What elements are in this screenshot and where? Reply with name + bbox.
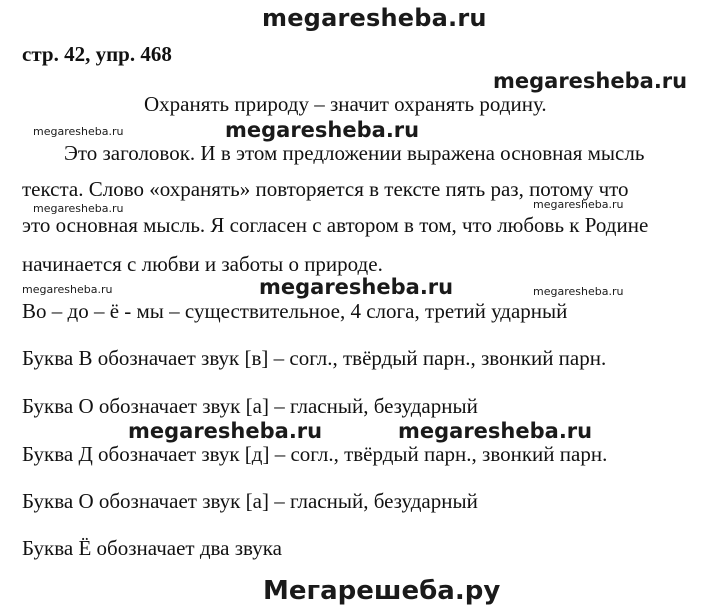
exercise-header: стр. 42, упр. 468: [22, 42, 172, 66]
title-sentence: Охранять природу – значит охранять родину.: [144, 92, 547, 116]
analysis-line-5: Буква О обозначает звук [а] – гласный, безударный: [22, 489, 478, 513]
watermark-mid-1: megaresheba.ru: [225, 118, 420, 142]
paragraph-line-4: начинается с любви и заботы о природе.: [22, 252, 383, 276]
paragraph-line-1: Это заголовок. И в этом предложении выражена основная мысль: [64, 141, 645, 165]
watermark-small-3: megaresheba.ru: [533, 198, 624, 211]
analysis-line-1: Во – до – ё - мы – существительное, 4 слога, третий ударный: [22, 299, 568, 323]
footer-brand: Мегарешеба.ру: [263, 576, 501, 606]
paragraph-line-3: это основная мысль. Я согласен с автором в том, что любовь к Родине: [22, 213, 649, 237]
analysis-line-4: Буква Д обозначает звук [д] – согл., твёрдый парн., звонкий парн.: [22, 442, 608, 466]
watermark-mid-2: megaresheba.ru: [259, 275, 454, 299]
watermark-small-2: megaresheba.ru: [33, 202, 124, 215]
analysis-line-6: Буква Ё обозначает два звука: [22, 536, 282, 560]
watermark-right-1: megaresheba.ru: [493, 69, 688, 93]
watermark-small-1: megaresheba.ru: [33, 125, 124, 138]
paragraph-line-2: текста. Слово «охранять» повторяется в тексте пять раз, потому что: [22, 177, 629, 201]
watermark-small-4: megaresheba.ru: [22, 283, 113, 296]
watermark-small-5: megaresheba.ru: [533, 285, 624, 298]
watermark-mid-4: megaresheba.ru: [398, 419, 593, 443]
analysis-line-2: Буква В обозначает звук [в] – согл., твёрдый парн., звонкий парн.: [22, 346, 607, 370]
watermark-mid-3: megaresheba.ru: [128, 419, 323, 443]
watermark-top: megaresheba.ru: [262, 4, 487, 32]
analysis-line-3: Буква О обозначает звук [а] – гласный, безударный: [22, 394, 478, 418]
